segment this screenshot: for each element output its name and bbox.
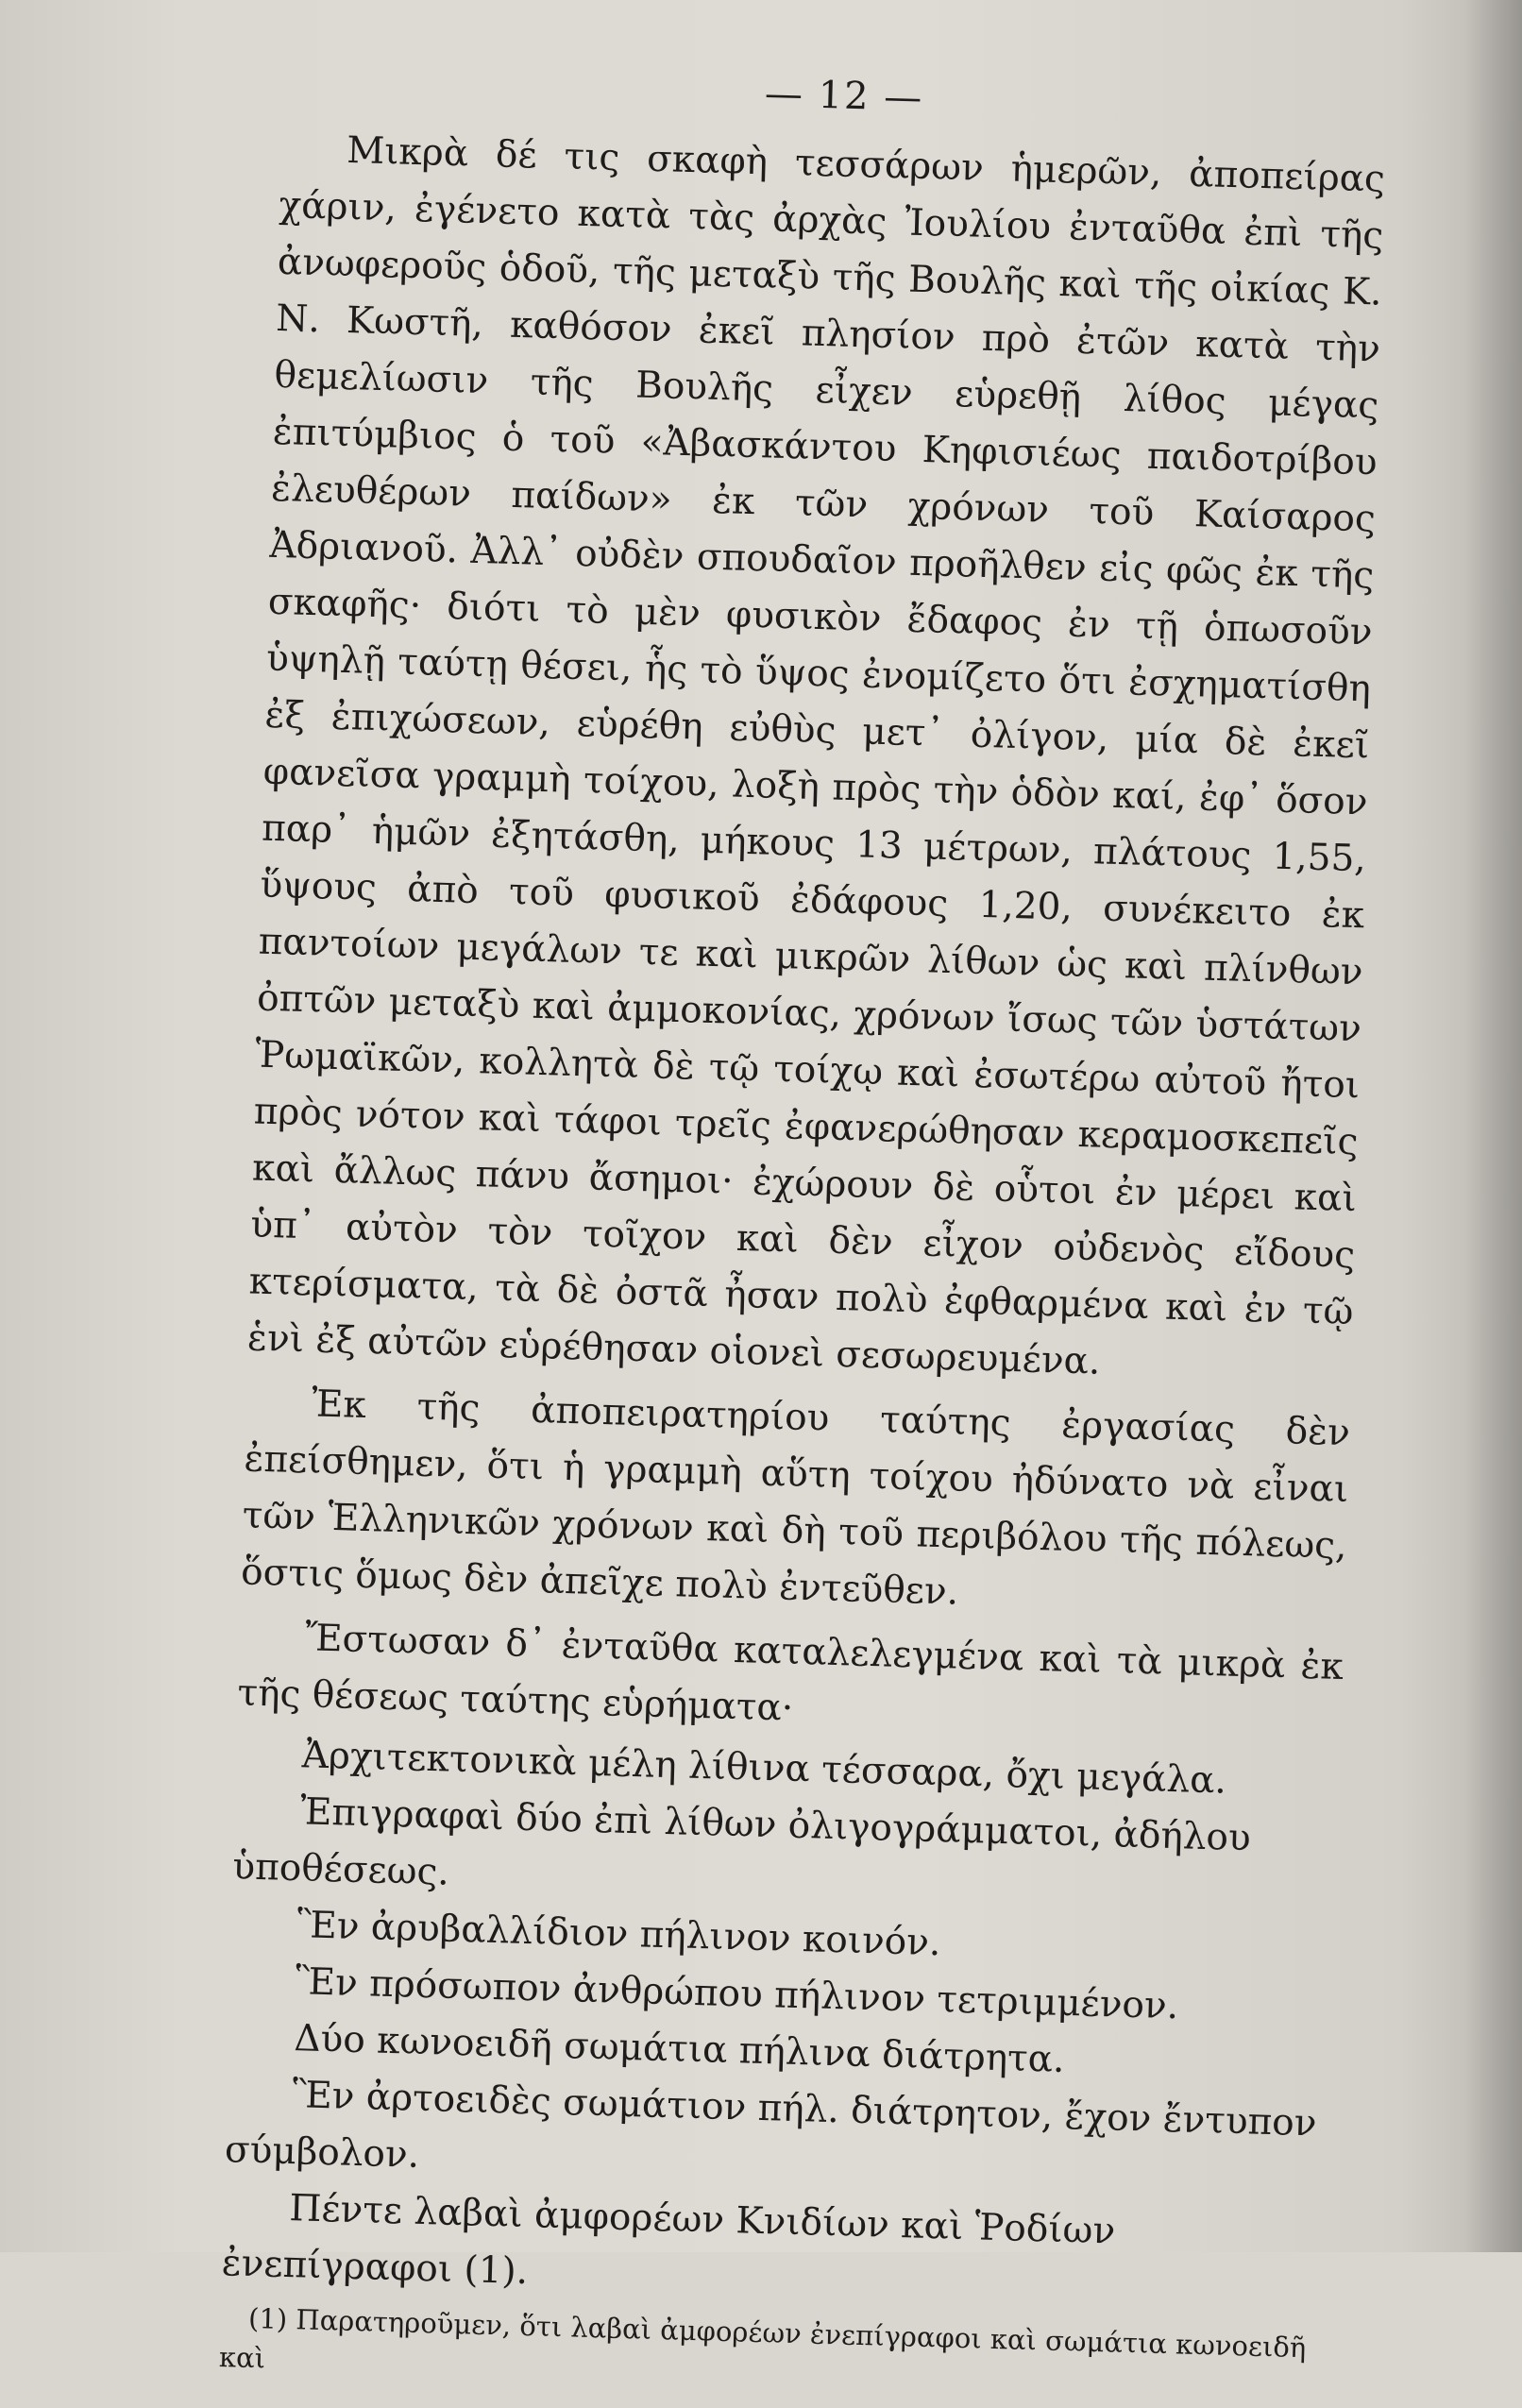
list-item: Ἓν ἀρτοειδὲς σωμάτιον πήλ. διάτρητον, ἔχον ἔντυπον σύμβολον. <box>224 2074 1318 2177</box>
list-item: Ἐπιγραφαὶ δύο ἐπὶ λίθων ὀλιγογράμματοι, ἀδήλου ὑποθέσεως. <box>231 1790 1252 1894</box>
paragraph-findings-intro: Ἔστωσαν δ᾽ ἐνταῦθα καταλελεγμένα καὶ τὰ μικρὰ ἐκ τῆς θέσεως ταύτης εὑρήματα· <box>237 1617 1344 1730</box>
list-item: Πέντε λαβαὶ ἀμφορέων Κνιδίων καὶ Ῥοδίων ἐνεπίγραφοι (1). <box>221 2187 1116 2294</box>
list-item: Ἓν ἀρυβαλλίδιον πήλινον κοινόν. <box>296 1904 941 1965</box>
page-content <box>218 59 1387 2408</box>
list-item: Ἀρχιτεκτονικὰ μέλη λίθινα τέσσαρα, ὄχι μεγάλα. <box>301 1734 1227 1803</box>
page-edge-shadow <box>1465 0 1522 2252</box>
page-number: — 12 — <box>764 72 924 120</box>
paragraph-conclusion: Ἐκ τῆς ἀποπειρατηρίου ταύτης ἐργασίας δὲν ἐπείσθημεν, ὅτι ἡ γραμμὴ αὕτη τοίχου ἠδύνατο νὰ εἶναι τῶν Ἑλληνικῶν χρόνων καὶ δὴ τοῦ περιβόλου τῆς πόλεως, ὅστις ὅμως δὲν ἀπεῖχε πολὺ ἐντεῦθεν. <box>240 1382 1351 1614</box>
list-item: Δύο κωνοειδῆ σωμάτια πήλινα διάτρητα. <box>293 2017 1066 2081</box>
paragraph-excavation: Μικρὰ δέ τις σκαφὴ τεσσάρων ἡμερῶν, ἀποπείρας χάριν, ἐγένετο κατὰ τὰς ἀρχὰς Ἰουλίου ἐνταῦθα ἐπὶ τῆς ἀνωφεροῦς ὁδοῦ, τῆς μεταξὺ τῆς Βουλῆς καὶ τῆς οἰκίας Κ. Ν. Κωστῆ, καθόσον ἐκεῖ πλησίον πρὸ ἐτῶν κατὰ τὴν θεμελίωσιν τῆς Βουλῆς εἶχεν εὑρεθῇ λίθος μέγας ἐπιτύμβιος ὁ τοῦ «Ἀβασκάντου Κηφισιέως παιδοτρίβου ἐλευθέρων παίδων» ἐκ τῶν χρόνων τοῦ Καίσαρος Ἀδριανοῦ. Ἀλλ᾽ οὐδὲν σπουδαῖον προῆλθεν εἰς φῶς ἐκ τῆς σκαφῆς· διότι τὸ μὲν φυσικὸν ἔδαφος ἐν τῇ ὁπωσοῦν ὑψηλῇ ταύτῃ θέσει, ἧς τὸ ὕψος ἐνομίζετο ὅτι ἐσχηματίσθη ἐξ ἐπιχώσεων, εὑρέθη εὐθὺς μετ᾽ ὀλίγον, μία δὲ ἐκεῖ φανεῖσα γραμμὴ τοίχου, λοξὴ πρὸς τὴν ὁδὸν καί, ἐφ᾽ ὅσον παρ᾽ ἡμῶν ἐξητάσθη, μήκους 13 μέτρων, πλάτους 1,55, ὕψους ἀπὸ τοῦ φυσικοῦ ἐδάφους 1,20, συνέκειτο ἐκ παντοίων μεγάλων τε καὶ μικρῶν λίθων ὡς καὶ πλίνθων ὀπτῶν μεταξὺ καὶ ἀμμοκονίας, χρόνων ἴσως τῶν ὑστάτων Ῥωμαϊκῶν, κολλητὰ δὲ τῷ τοίχῳ καὶ ἐσωτέρω αὐτοῦ ἤτοι πρὸς νότον καὶ τάφοι τρεῖς ἐφανερώθησαν κεραμοσκεπεῖς καὶ ἄλλως πάνυ ἄσημοι· ἐχώρουν δὲ οὗτοι ἐν μέρει καὶ ὑπ᾽ αὐτὸν τὸν τοῖχον καὶ δὲν εἶχον οὐδενὸς εἴδους κτερίσματα, τὰ δὲ ὀστᾶ ἦσαν πολὺ ἐφθαρμένα καὶ ἐν τῷ ἑνὶ ἐξ αὐτῶν εὑρέθησαν οἱονεὶ σεσωρευμένα. <box>246 128 1386 1383</box>
footnote: (1) Παρατηροῦμεν, ὅτι λαβαὶ ἀμφορέων ἐνεπίγραφοι καὶ σωμάτια κωνοειδῆ καὶ <box>218 2301 1307 2375</box>
list-item: Ἓν πρόσωπον ἀνθρώπου πήλινον τετριμμένον. <box>295 1960 1179 2028</box>
findings-list <box>221 1725 1341 2322</box>
